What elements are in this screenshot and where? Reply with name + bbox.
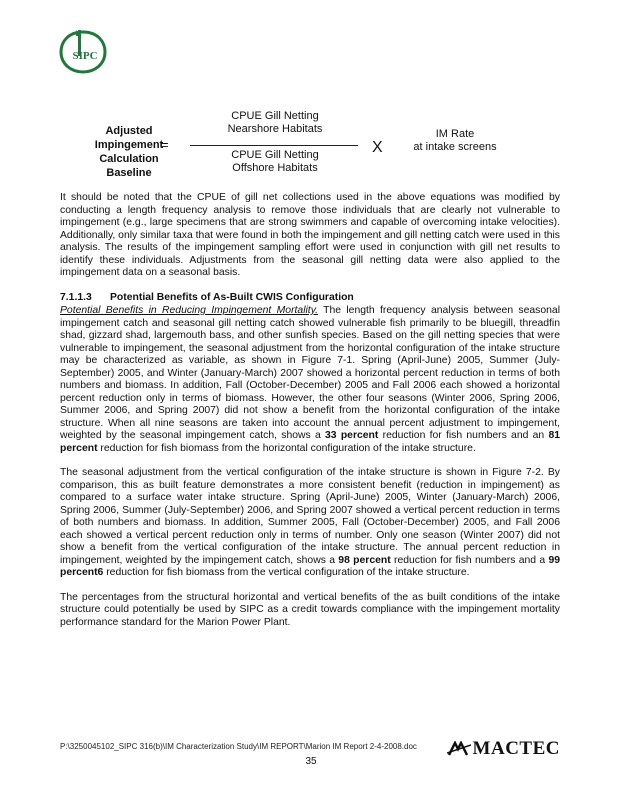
text-run: reduction for fish numbers and an — [378, 430, 549, 441]
page-footer — [60, 736, 560, 776]
bold-value: 99 percent6 — [60, 554, 561, 578]
text-run: The length frequency analysis between seasonal impingement catch and seasonal gill netting catch showed vulnerable fish primarily to be bluegill, threadfin shad, gizzard shad, largemouth bass, and other sunfish species. Based on the gill netting species that were vulnerable to impingement, the seasonal adjustment from the horizontal configuration of the intake structure may be characterized as variable, as shown in Figure 7-1. Spring (April-June) 2005, Summer (July-September) 2005, and Winter (January-March) 2007 showed a horizontal percent reduction in terms of both numbers and biomass. In addition, Fall (October-December) 2005 and Fall 2006 each showed a horizontal percent reduction only in terms of biomass. However, the other four seasons (Winter 2006, Spring 2006, Summer 2006, and Spring 2007) did not show a benefit from the horizontal configuration of the intake structure. When all nine seasons are taken into account the annual percent adjustment to impingement, weighted by the seasonal impingement catch, shows a — [60, 305, 561, 441]
section-number: 7.1.1.3 — [60, 291, 92, 303]
bold-value: 81 percent — [60, 430, 560, 454]
impingement-formula — [0, 0, 618, 190]
formula-numerator — [190, 110, 360, 136]
text-run: reduction for fish numbers and a — [390, 554, 549, 566]
formula-denominator — [190, 149, 360, 175]
denominator-line: CPUE Gill Netting — [231, 149, 319, 161]
equals-sign: = — [161, 137, 169, 152]
rate-line: IM Rate — [435, 128, 475, 140]
lhs-line: Adjusted — [105, 125, 153, 137]
file-path: P:\3250045102_SIPC 316(b)\IM Characterization Study\IM REPORT\Marion IM Report 2-4-2008.doc — [60, 742, 417, 751]
bold-value: 33 percent — [325, 430, 379, 441]
lhs-line: Impingement — [94, 139, 164, 151]
paragraph-lead: Potential Benefits in Reducing Impingement Mortality. — [60, 305, 319, 316]
paragraph-cpue-note: It should be noted that the CPUE of gill net collections used in the above equations was modified by conducting a length frequency analysis to remove those individuals that are clearly not vulnerable to impingement (e.g., large specimens that are strong swimmers and capable of overcoming intake velocities). Additionally, only similar taxa that were found in both the impingement and gill netting catch were used in this analysis. The results of the impingement sampling effort were used in conjunction with gill net results to identify these individuals. Adjustments from the seasonal gill netting data were also applied to the impingement data on a seasonal basis. — [60, 192, 560, 278]
document-body — [60, 192, 560, 629]
numerator-line: Nearshore Habitats — [227, 123, 323, 135]
denominator-line: Offshore Habitats — [232, 162, 318, 174]
fraction-bar — [190, 145, 358, 146]
text-run: reduction for fish biomass from the horizontal configuration of the intake structure. — [97, 442, 476, 454]
paragraph-compliance: The percentages from the structural horizontal and vertical benefits of the as built conditions of the intake structure could potentially be used by SIPC as a credit towards compliance with the impingement mortality performance standard for the Marion Power Plant. — [60, 591, 560, 628]
lhs-line: Calculation — [99, 153, 159, 165]
numerator-line: CPUE Gill Netting — [231, 110, 319, 122]
mactec-logo — [447, 738, 560, 760]
paragraph-vertical-benefits — [60, 467, 560, 580]
page-number: 35 — [305, 756, 317, 767]
brand-text: MACTEC — [472, 738, 560, 759]
formula-lhs — [74, 124, 184, 180]
bold-value: 98 percent — [338, 554, 391, 566]
text-run: reduction for fish biomass from the vertical configuration of the intake structure. — [103, 567, 470, 578]
section-heading — [60, 292, 560, 305]
formula-im-rate — [400, 128, 510, 154]
section-title: Potential Benefits of As-Built CWIS Configuration — [110, 291, 354, 303]
paragraph-horizontal-benefits — [60, 305, 560, 455]
times-sign: X — [372, 139, 383, 156]
mactec-mark-icon — [447, 741, 471, 757]
lhs-line: Baseline — [106, 167, 152, 179]
rate-line: at intake screens — [413, 141, 497, 153]
svg-text:SIPC: SIPC — [72, 50, 98, 62]
text-run: The seasonal adjustment from the vertical configuration of the intake structure is shown in Figure 7-2. By comparison, this as built feature demonstrates a more consistent benefit (reduction in impingement) as compared to a surface water intake structure. Spring (April-June) 2005, Winter (January-March) 2006, Spring 2006, Summer (July-September) 2006, and Spring 2007 showed a vertical percent reduction in terms of both numbers and biomass. In addition, Summer 2005, Fall (October-December) 2005, and Fall 2006 each showed a vertical percent reduction only in terms of number. Only one season (Winter 2007) did not show a benefit from the vertical configuration of the intake structure. The annual percent reduction in impingement, weighted by the impingement catch, shows a — [60, 467, 560, 566]
